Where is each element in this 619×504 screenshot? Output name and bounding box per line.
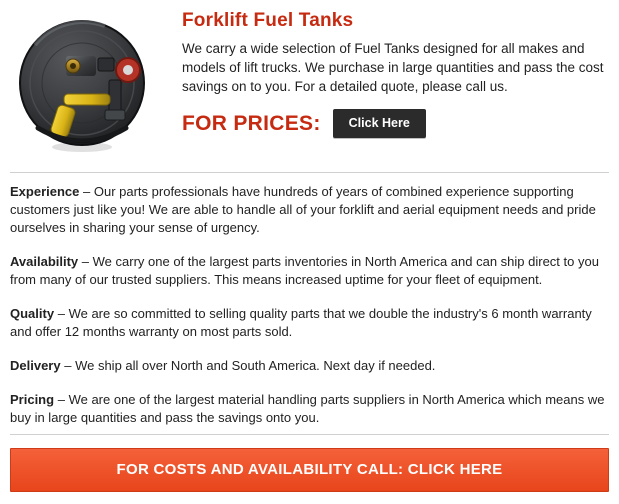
prices-label: FOR PRICES: xyxy=(182,111,321,135)
feature-dash-pricing: – xyxy=(57,392,65,407)
feature-heading-availability: Availability xyxy=(10,254,79,269)
intro-paragraph: We carry a wide selection of Fuel Tanks designed for all makes and models of lift trucks. We purchase in large quantities and pass the cost savings on to you. For a detailed quote, please call us. xyxy=(182,41,604,94)
divider-bottom xyxy=(10,434,609,435)
feature-heading-delivery: Delivery xyxy=(10,358,61,373)
costs-availability-cta-button[interactable]: FOR COSTS AND AVAILABILITY CALL: CLICK HERE xyxy=(10,448,609,492)
page-title: Forklift Fuel Tanks xyxy=(182,10,354,31)
feature-text-experience: Our parts professionals have hundreds of years of combined experience supporting customers just like you! We are able to handle all of your forklift and aerial equipment needs and pride ourselves in sharing your sense of urgency. xyxy=(10,184,596,235)
fuel-tank-illustration xyxy=(10,10,172,160)
intro-block xyxy=(172,8,607,138)
feature-text-availability: We carry one of the largest parts inventories in North America and can ship direct to you from many of our trusted suppliers. This means increased uptime for your fleet of equipment. xyxy=(10,254,599,287)
feature-paragraph-pricing xyxy=(10,391,607,427)
feature-dash-delivery: – xyxy=(64,358,72,373)
feature-heading-pricing: Pricing xyxy=(10,392,55,407)
feature-heading-experience: Experience xyxy=(10,184,80,199)
feature-paragraph-experience xyxy=(10,183,607,237)
feature-text-delivery: We ship all over North and South America. Next day if needed. xyxy=(75,358,436,373)
click-here-button[interactable]: Click Here xyxy=(333,109,426,138)
feature-dash-availability: – xyxy=(81,254,90,269)
feature-paragraph-quality xyxy=(10,305,607,341)
feature-dash-experience: – xyxy=(83,184,91,199)
cta-section xyxy=(10,434,609,492)
feature-dash-quality: – xyxy=(57,306,65,321)
feature-text-pricing: We are one of the largest material handling parts suppliers in North America which means we buy in large quantities and pass the savings onto you. xyxy=(10,392,605,425)
feature-paragraph-delivery xyxy=(10,357,607,375)
prices-row xyxy=(182,109,607,138)
feature-text-quality: We are so committed to selling quality parts that we double the industry's 6 month warranty and offer 12 months warranty on most parts sold. xyxy=(10,306,592,339)
top-section xyxy=(0,0,619,160)
features-section xyxy=(0,173,619,427)
feature-paragraph-availability xyxy=(10,253,607,289)
fuel-tank-image xyxy=(10,8,172,160)
feature-heading-quality: Quality xyxy=(10,306,55,321)
